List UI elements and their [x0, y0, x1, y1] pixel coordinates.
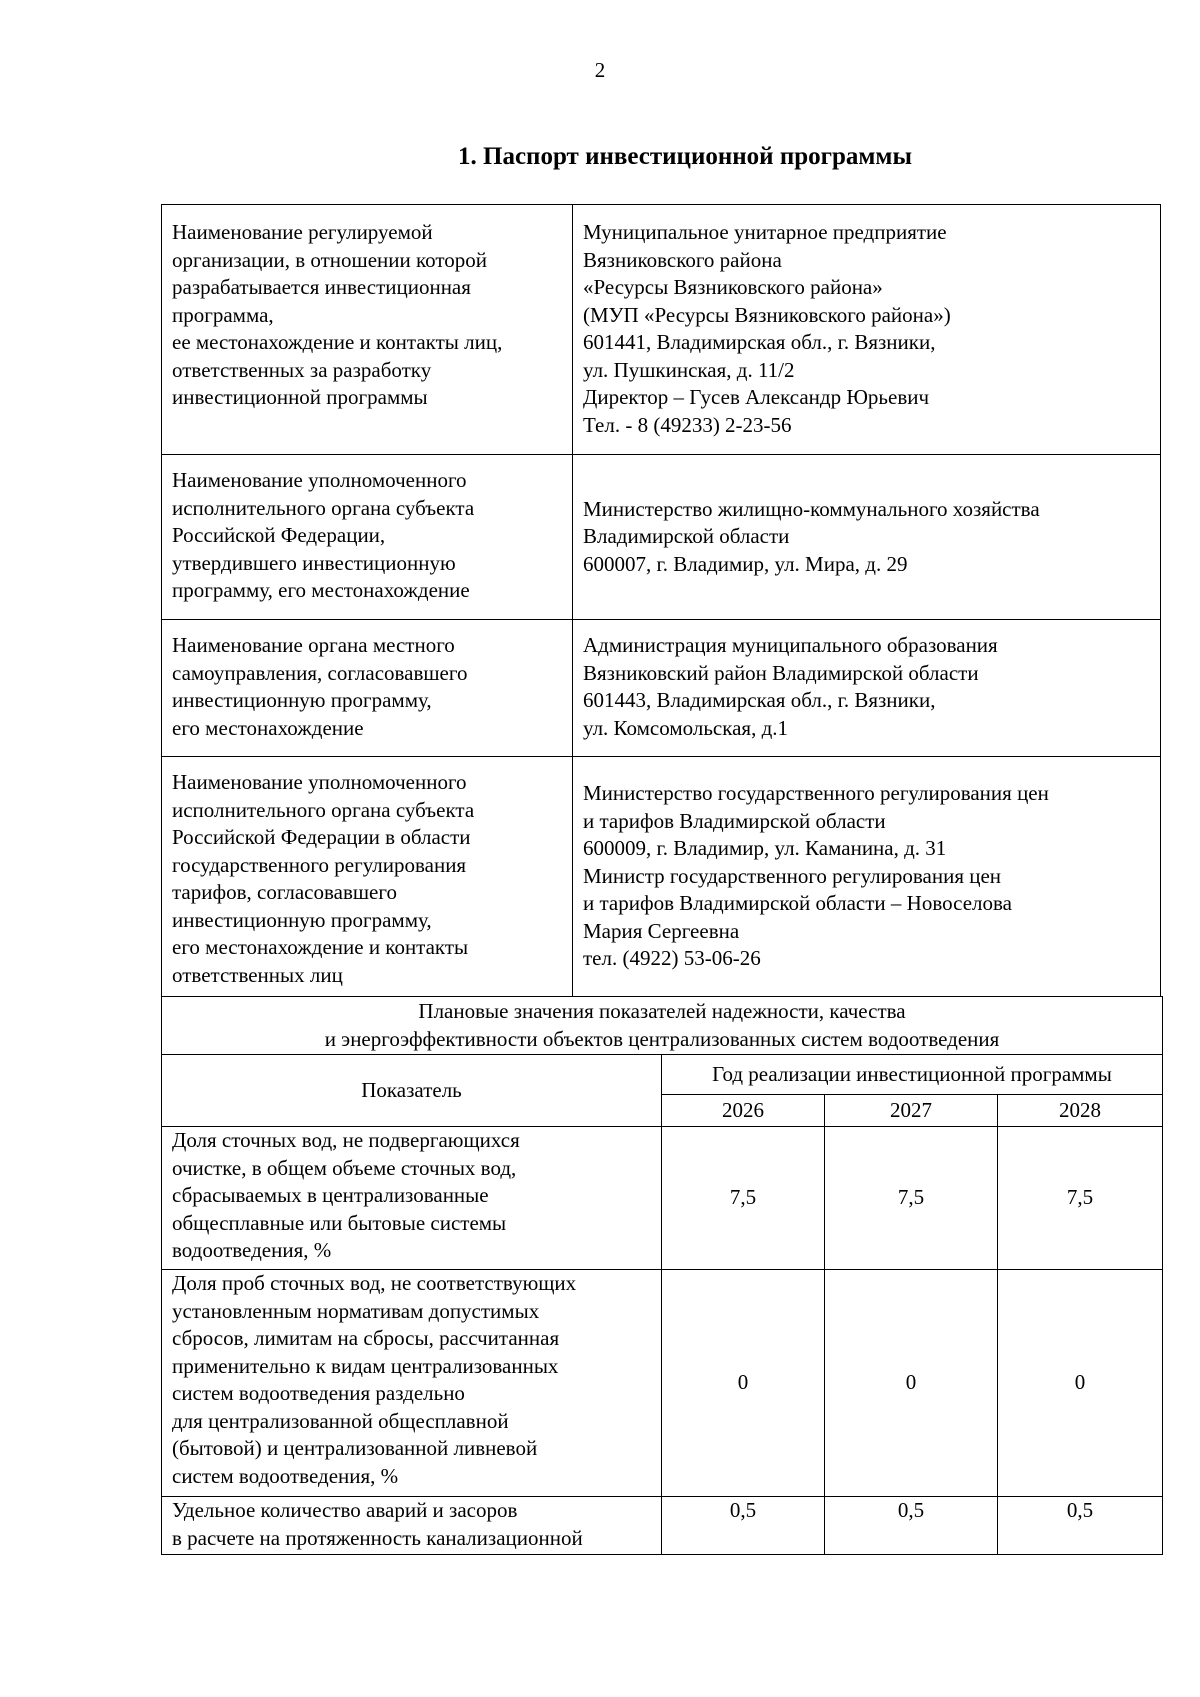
passport-row-tariff-body [162, 757, 1161, 997]
indicator-column-header: Показатель [162, 1055, 662, 1127]
indicators-caption-cell [162, 997, 1163, 1055]
indicator-value: 0 [998, 1270, 1163, 1497]
page-title: 1. Паспорт инвестиционной программы [458, 143, 912, 170]
passport-label: Наименование регулируемой организации, в отношении которой разрабатывается инвестиционная программа, ее местонахождение и контакты лиц, ответственных за разработку инвестиционной программы [172, 220, 503, 409]
indicators-caption-row [162, 997, 1163, 1055]
passport-row-approving-body [162, 455, 1161, 620]
indicator-name-cell [162, 1497, 662, 1555]
indicator-name-cell [162, 1270, 662, 1497]
indicator-row [162, 1127, 1163, 1270]
indicator-value: 0 [662, 1270, 825, 1497]
indicator-name: Доля сточных вод, не подвергающихся очистке, в общем объеме сточных вод, сбрасываемых в централизованные общесплавные или бытовые системы водоотведения, % [172, 1128, 520, 1262]
indicator-value: 0 [825, 1270, 998, 1497]
passport-value-cell [573, 205, 1161, 455]
passport-value: Министерство государственного регулирования цен и тарифов Владимирской области 600009, г. Владимир, ул. Каманина, д. 31 Министр государственного регулирования цен и тарифов Владимирской области – Новоселова Мария Сергеевна тел. (4922) 53-06-26 [583, 781, 1049, 971]
passport-value-cell [573, 757, 1161, 997]
indicator-value: 0,5 [825, 1497, 998, 1555]
passport-value: Министерство жилищно-коммунального хозяйства Владимирской области 600007, г. Владимир, ул. Мира, д. 29 [583, 496, 1040, 576]
indicator-name-cell [162, 1127, 662, 1270]
passport-label-cell [162, 620, 573, 757]
passport-value-cell [573, 620, 1161, 757]
indicators-table [161, 996, 1163, 1555]
passport-value: Муниципальное унитарное предприятие Вязниковского района «Ресурсы Вязниковского района» (МУП «Ресурсы Вязниковского района») 601441, Владимирская обл., г. Вязники, ул. Пушкинская, д. 11/2 Директор – Гусев Александр Юрьевич Тел. - 8 (49233) 2-23-56 [583, 220, 951, 437]
passport-table [161, 204, 1161, 997]
indicators-caption: Плановые значения показателей надежности, качества и энергоэффективности объектов централизованных систем водоотведения [324, 999, 1000, 1051]
indicator-value: 7,5 [662, 1127, 825, 1270]
passport-row-local-authority [162, 620, 1161, 757]
passport-label-cell [162, 757, 573, 997]
passport-label: Наименование органа местного самоуправления, согласовавшего инвестиционную программу, его местонахождение [172, 633, 468, 740]
page-number: 2 [594, 58, 606, 82]
indicator-value: 0,5 [998, 1497, 1163, 1555]
passport-value-cell [573, 455, 1161, 620]
passport-label: Наименование уполномоченного исполнительного органа субъекта Российской Федерации в области государственного регулирования тарифов, согласовавшего инвестиционную программу, его местонахождение и контакты ответственных лиц [172, 770, 475, 987]
indicator-row [162, 1270, 1163, 1497]
indicator-value: 0,5 [662, 1497, 825, 1555]
passport-label-cell [162, 205, 573, 455]
indicator-value: 7,5 [998, 1127, 1163, 1270]
indicator-name: Доля проб сточных вод, не соответствующих установленным нормативам допустимых сбросов, лимитам на сбросы, рассчитанная применительно к видам централизованных систем водоотведения раздельно для централизованной общесплавной (бытовой) и централизованной ливневой систем водоотведения, % [172, 1271, 577, 1488]
indicator-row [162, 1497, 1163, 1555]
years-group-header: Год реализации инвестиционной программы [662, 1055, 1163, 1095]
indicators-header-row [162, 1055, 1163, 1095]
passport-row-organization [162, 205, 1161, 455]
passport-value: Администрация муниципального образования Вязниковский район Владимирской области 601443, Владимирская обл., г. Вязники, ул. Комсомольская, д.1 [583, 633, 998, 740]
year-header: 2026 [662, 1095, 825, 1127]
passport-label: Наименование уполномоченного исполнительного органа субъекта Российской Федерации, утвердившего инвестиционную программу, его местонахождение [172, 468, 475, 602]
passport-label-cell [162, 455, 573, 620]
year-header: 2028 [998, 1095, 1163, 1127]
indicator-value: 7,5 [825, 1127, 998, 1270]
year-header: 2027 [825, 1095, 998, 1127]
indicator-name: Удельное количество аварий и засоров в расчете на протяженность канализационной [172, 1498, 583, 1550]
